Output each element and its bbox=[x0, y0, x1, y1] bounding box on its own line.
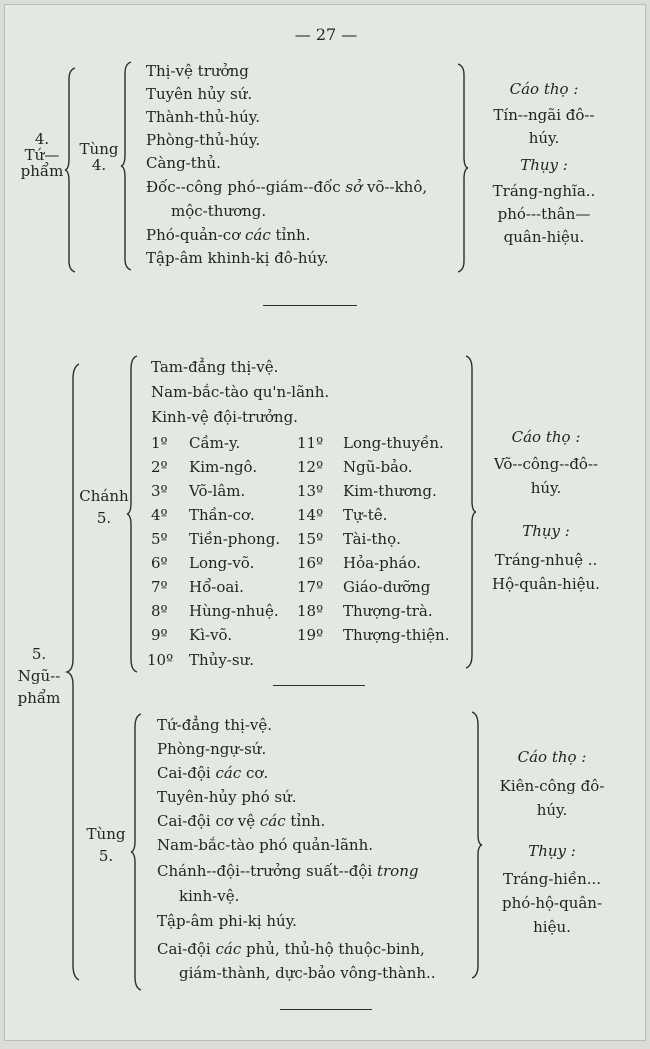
list-item: 19º Thượng-thiện. bbox=[297, 626, 450, 644]
cao-tho-label: Cáo thọ : bbox=[509, 80, 579, 98]
grade-4-label: 4. Tứ— phẩm bbox=[20, 130, 64, 180]
chanh-5-brace bbox=[127, 355, 139, 673]
list-item: 14º Tự-tê. bbox=[297, 506, 388, 524]
office-item: Tập-âm phi-kị húy. bbox=[157, 912, 297, 930]
office-item: Cai-đội cơ vệ các tỉnh. bbox=[157, 812, 326, 830]
office-item: Phó-quản-cơ các tỉnh. bbox=[146, 226, 311, 244]
thuy-label: Thụy : bbox=[522, 522, 570, 540]
thuy-label: Thụy : bbox=[528, 842, 576, 860]
chanh-5-right-brace bbox=[464, 355, 476, 669]
office-item: kinh-vệ. bbox=[179, 887, 240, 905]
list-item: 5º Tiền-phong. bbox=[151, 530, 281, 548]
thuy-text: Tráng-hiền... phó-hộ-quân- hiệu. bbox=[501, 870, 603, 936]
cao-tho-text: Tín--ngãi đô-- húy. bbox=[493, 106, 595, 147]
list-item: 7º Hổ-oai. bbox=[151, 578, 244, 596]
tung-5-label: Tùng 5. bbox=[86, 825, 126, 865]
office-item: Tam-đẳng thị-vệ. bbox=[151, 358, 279, 376]
tung-4-brace bbox=[121, 61, 133, 271]
office-item: Nam-bắc-tào phó quản-lãnh. bbox=[157, 836, 374, 854]
cao-tho-label: Cáo thọ : bbox=[511, 428, 581, 446]
cao-tho-text: Võ--công--đô-- húy. bbox=[493, 455, 599, 497]
thuy-text: Tráng-nhuệ .. Hộ-quân-hiệu. bbox=[492, 551, 600, 593]
office-item: Phòng-ngự-sứ. bbox=[157, 740, 267, 758]
tung-4-label: Tùng 4. bbox=[79, 140, 119, 174]
office-item: Tuyên-hủy phó sứ. bbox=[157, 788, 297, 806]
thuy-text: Tráng-nghĩa.. phó---thân— quân-hiệu. bbox=[492, 182, 596, 246]
office-item: Thị-vệ trưởng bbox=[146, 62, 249, 80]
office-item: giám-thành, dực-bảo vông-thành.. bbox=[179, 964, 436, 982]
grade-5-brace bbox=[67, 363, 81, 981]
list-item: 2º Kim-ngô. bbox=[151, 458, 258, 476]
list-item: 15º Tài-thọ. bbox=[297, 530, 401, 548]
list-item: 18º Thượng-trà. bbox=[297, 602, 433, 620]
list-item: 8º Hùng-nhuệ. bbox=[151, 602, 279, 620]
office-item: Tập-âm khinh-kị đô-húy. bbox=[146, 249, 329, 267]
list-item: 11º Long-thuyền. bbox=[297, 434, 444, 452]
office-item: Chánh--đội--trưởng suất--đội trong bbox=[157, 862, 419, 880]
list-item: 16º Hỏa-pháo. bbox=[297, 554, 421, 572]
office-item: Nam-bắc-tào qu'n-lãnh. bbox=[151, 383, 330, 401]
office-item: Tứ-đẳng thị-vệ. bbox=[157, 716, 273, 734]
list-item: 4º Thần-cơ. bbox=[151, 506, 255, 524]
document-page bbox=[4, 4, 646, 1041]
list-item: 17º Giáo-dưỡng bbox=[297, 578, 431, 596]
list-item: 6º Long-võ. bbox=[151, 554, 255, 572]
office-item: Kinh-vệ đội-trưởng. bbox=[151, 408, 298, 426]
office-item: Tuyên hủy sứ. bbox=[146, 85, 253, 103]
office-item: Càng-thủ. bbox=[146, 154, 221, 172]
office-item: Thành-thủ-húy. bbox=[146, 108, 260, 126]
cao-tho-text: Kiên-công đô- húy. bbox=[499, 777, 605, 819]
list-item: 3º Võ-lâm. bbox=[151, 482, 246, 500]
bottom-divider bbox=[280, 1009, 372, 1010]
list-item: 13º Kim-thương. bbox=[297, 482, 437, 500]
list-item: 12º Ngũ-bảo. bbox=[297, 458, 413, 476]
page-number: — 27 — bbox=[294, 25, 358, 44]
office-item: mộc-thương. bbox=[171, 202, 267, 220]
list-item: 1º Cầm-y. bbox=[151, 434, 241, 452]
grade-5-label: 5. Ngũ-- phẩm bbox=[17, 645, 61, 707]
cao-tho-label: Cáo thọ : bbox=[517, 748, 587, 766]
list-item: 10º Thủy-sư. bbox=[147, 651, 254, 669]
office-item: Phòng-thủ-húy. bbox=[146, 131, 261, 149]
office-item: Cai-đội các cơ. bbox=[157, 764, 269, 782]
section-divider bbox=[263, 305, 357, 306]
thuy-label: Thụy : bbox=[520, 156, 568, 174]
tung-4-right-brace bbox=[456, 63, 468, 273]
list-item: 9º Kì-võ. bbox=[151, 626, 233, 644]
office-item: Cai-đội các phủ, thủ-hộ thuộc-binh, bbox=[157, 940, 425, 958]
tung-5-brace bbox=[131, 713, 143, 991]
subsection-divider bbox=[273, 685, 365, 686]
chanh-5-label: Chánh 5. bbox=[79, 487, 129, 527]
office-item: Đốc--công phó--giám--đốc sở võ--khô, bbox=[146, 178, 428, 196]
